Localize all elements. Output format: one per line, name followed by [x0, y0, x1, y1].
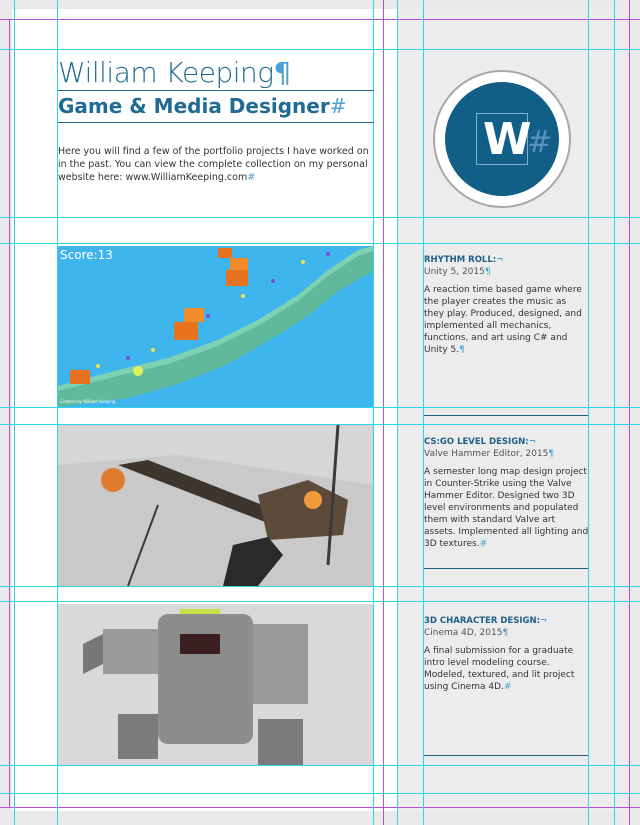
- guide-horizontal[interactable]: [0, 586, 640, 587]
- line-break-mark: ¬: [496, 255, 504, 265]
- guide-vertical[interactable]: [14, 0, 15, 825]
- project-title: [424, 254, 589, 266]
- margin-line: [0, 19, 640, 20]
- character-render-screenshot[interactable]: [58, 604, 373, 765]
- project-title-text: 3D CHARACTER DESIGN:: [424, 616, 540, 626]
- robot-arm: [253, 624, 308, 704]
- score-readout: Score:13: [60, 248, 113, 262]
- image-credit: Created by William Keeping: [60, 399, 116, 404]
- project-subtitle-text: Valve Hammer Editor, 2015: [424, 449, 549, 459]
- project-entry-3d-character[interactable]: [424, 615, 589, 693]
- logo-hash-mark: #: [527, 125, 553, 160]
- project-title: [424, 436, 589, 448]
- guide-vertical[interactable]: [614, 0, 615, 825]
- guide-horizontal[interactable]: [0, 601, 640, 602]
- note-dot: [241, 294, 245, 298]
- fire-glow: [101, 468, 125, 492]
- line-break-mark: ¬: [528, 437, 536, 447]
- frame-end-mark: #: [503, 682, 512, 692]
- intro-paragraph[interactable]: [58, 145, 376, 184]
- project-entry-rhythm-roll[interactable]: [424, 254, 589, 356]
- margin-line: [629, 0, 630, 825]
- margin-line: [0, 807, 640, 808]
- robot-leg: [258, 719, 303, 765]
- obstacle-block: [174, 322, 198, 340]
- logo-disc: [445, 82, 559, 196]
- robot-leg: [118, 714, 158, 759]
- project-subtitle: [424, 627, 589, 640]
- logo-badge[interactable]: [433, 70, 571, 208]
- paragraph-mark: ¶: [548, 449, 555, 459]
- guide-horizontal[interactable]: [0, 407, 640, 408]
- frame-end-mark: #: [329, 94, 347, 118]
- margin-line: [9, 19, 10, 808]
- paragraph-mark: ¶: [459, 345, 465, 355]
- project-subtitle-text: Unity 5, 2015: [424, 267, 485, 277]
- logo-letter: W: [483, 114, 532, 165]
- robot-visor: [180, 634, 220, 654]
- note-dot: [326, 252, 330, 256]
- project-title: [424, 615, 589, 627]
- note-dot: [126, 356, 130, 360]
- player-ball: [133, 366, 143, 376]
- paragraph-mark: ¶: [502, 628, 509, 638]
- robot-torso: [158, 614, 253, 744]
- margin-line: [383, 0, 384, 825]
- note-dot: [206, 314, 210, 318]
- project-title-text: RHYTHM ROLL:: [424, 255, 497, 265]
- project-title-text: CS:GO LEVEL DESIGN:: [424, 437, 529, 447]
- obstacle-block: [184, 308, 204, 322]
- entry-rule: [424, 415, 588, 416]
- header-rule-top: [58, 90, 374, 91]
- line-break-mark: ¬: [539, 616, 548, 626]
- guide-horizontal[interactable]: [0, 765, 640, 766]
- guide-vertical[interactable]: [373, 0, 374, 825]
- obstacle-block: [226, 270, 248, 286]
- obstacle-block: [230, 258, 248, 270]
- frame-end-mark: #: [247, 172, 256, 183]
- obstacle-block: [218, 248, 232, 258]
- track-top: [58, 246, 373, 391]
- frame-end-mark: #: [479, 539, 488, 549]
- project-description: [424, 645, 589, 693]
- note-dot: [271, 279, 275, 283]
- guide-vertical[interactable]: [423, 0, 424, 825]
- obstacle-block: [70, 370, 90, 384]
- guide-horizontal[interactable]: [0, 49, 640, 50]
- fire-glow: [304, 491, 322, 509]
- robot-lights: [180, 609, 220, 614]
- designer-role-text: Game & Media Designer: [58, 94, 330, 118]
- robot-scene: [58, 604, 373, 765]
- entry-rule: [424, 568, 588, 569]
- project-entry-csgo[interactable]: [424, 436, 589, 550]
- project-subtitle: [424, 266, 589, 279]
- project-description: [424, 466, 589, 550]
- robot-arm: [103, 629, 158, 674]
- project-description-text: A semester long map design project in Counter-Strike using the Valve Hammer Editor. Designed two 3D level environments and populated them with standard Valve art assets. Implemented all lighting and 3D textures.: [424, 467, 589, 549]
- guide-vertical[interactable]: [397, 0, 398, 825]
- project-description: [424, 284, 589, 356]
- rhythm-roll-screenshot[interactable]: [58, 246, 373, 407]
- project-description-text: A final submission for a graduate intro level modeling course. Modeled, textured, and lit project using Cinema 4D.: [424, 646, 575, 692]
- csgo-scene: [58, 425, 373, 586]
- note-dot: [96, 364, 100, 368]
- guide-horizontal[interactable]: [0, 793, 640, 794]
- entry-rule: [424, 755, 588, 756]
- project-subtitle: [424, 448, 589, 461]
- project-description-text: A reaction time based game where the player creates the music as they play. Produced, designed, and implemented all mechanics, functions, and art using C# and Unity 5.: [424, 285, 582, 355]
- note-dot: [301, 260, 305, 264]
- csgo-level-screenshot[interactable]: [58, 425, 373, 586]
- designer-name[interactable]: [58, 56, 378, 90]
- intro-text: Here you will find a few of the portfolio projects I have worked on in the past. You can view the complete collection on my personal website here: www.WilliamKeeping.com: [58, 146, 369, 183]
- guide-horizontal[interactable]: [0, 217, 640, 218]
- project-subtitle-text: Cinema 4D, 2015: [424, 628, 503, 638]
- rhythm-roll-scene: [58, 246, 373, 407]
- guide-vertical[interactable]: [588, 0, 589, 825]
- guide-horizontal[interactable]: [0, 243, 640, 244]
- paragraph-mark: ¶: [273, 56, 291, 89]
- note-dot: [151, 348, 155, 352]
- designer-role[interactable]: [58, 92, 378, 120]
- designer-name-text: William Keeping: [58, 56, 274, 89]
- header-rule-bottom: [58, 122, 374, 123]
- paragraph-mark: ¶: [484, 267, 491, 277]
